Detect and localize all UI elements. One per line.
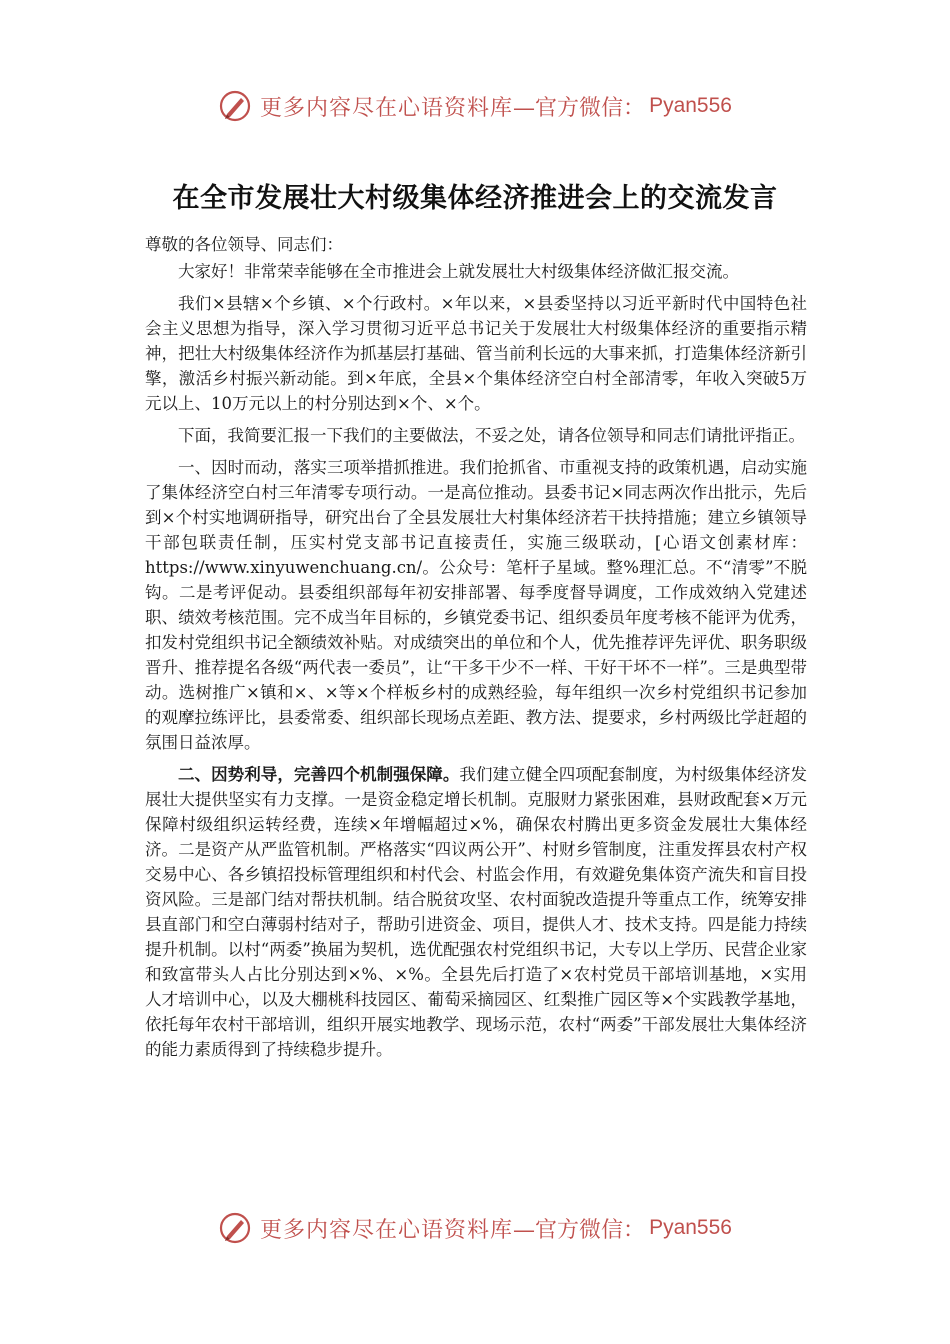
paragraph-section-one: 一、因时而动，落实三项举措抓推进。我们抢抓省、市重视支持的政策机遇，启动实施了集体经济空白村三年清零专项行动。一是高位推动。县委书记×同志两次作出批示，先后到×个村实地调研指导，研究出台了全县发展壮大村集体经济若干扶持措施；建立乡镇领导干部包联责任制，压实村党支部书记直接责任，实施三级联动，[心语文创素材库：https://www.xinyuwenchuang.cn/。公众号：笔杆子星域。整%理汇总。不“清零”不脱钩。二是考评促动。县委组织部每年初安排部署、每季度督导调度，工作成效纳入党建述职、绩效考核范围。完不成当年目标的，乡镇党委书记、组织委员年度考核不能评为优秀，扣发村党组织书记全额绩效补贴。对成绩突出的单位和个人，优先推荐评先评优、职务职级晋升、推荐提名各级“两代表一委员”，让“干多干少不一样、干好干坏不一样”。三是典型带动。选树推广×镇和×、×等×个样板乡村的成熟经验，每年组织一次乡村党组织书记参加的观摩拉练评比，县委常委、组织部长现场点差距、教方法、提要求，乡村两级比学赶超的氛围日益浓厚。 xyxy=(145,458,807,752)
document-body xyxy=(145,232,807,1069)
banner-title: 更多内容尽在心语资料库 xyxy=(260,1217,514,1243)
pen-logo-icon xyxy=(218,89,252,123)
header-banner xyxy=(0,84,950,128)
paragraph-section-two xyxy=(145,762,807,1062)
banner-wechat-id: Pyan556 xyxy=(649,1216,732,1239)
banner-title: 更多内容尽在心语资料库 xyxy=(260,95,514,121)
footer-banner xyxy=(0,1206,950,1250)
salutation: 尊敬的各位领导、同志们： xyxy=(145,235,343,254)
document-title: 在全市发展壮大村级集体经济推进会上的交流发言 xyxy=(172,183,778,214)
paragraph-intro: 下面，我简要汇报一下我们的主要做法，不妥之处，请各位领导和同志们请批评指正。 xyxy=(178,426,805,445)
pen-logo-icon xyxy=(218,1211,252,1245)
section-two-heading: 二、因势利导，完善四个机制强保障。 xyxy=(178,765,460,784)
section-two-text: 我们建立健全四项配套制度，为村级集体经济发展壮大提供坚实有力支撑。一是资金稳定增长机制。克服财力紧张困难，县财政配套×万元保障村级组织运转经费，连续×年增幅超过×%，确保农村腾出更多资金发展壮大集体经济。二是资产从严监管机制。严格落实“四议两公开”、村财乡管制度，注重发挥县农村产权交易中心、各乡镇招投标管理组织和村代会、村监会作用，有效避免集体资产流失和盲目投资风险。三是部门结对帮扶机制。结合脱贫攻坚、农村面貌改造提升等重点工作，统筹安排县直部门和空白薄弱村结对子，帮助引进资金、项目，提供人才、技术支持。四是能力持续提升机制。以村“两委”换届为契机，选优配强农村党组织书记，大专以上学历、民营企业家和致富带头人占比分别达到×%、×%。全县先后打造了×农村党员干部培训基地，×实用人才培训中心，以及大棚桃科技园区、葡萄采摘园区、红梨推广园区等×个实践教学基地，依托每年农村干部培训，组织开展实地教学、现场示范，农村“两委”干部发展壮大集体经济的能力素质得到了持续稳步提升。 xyxy=(145,765,808,1059)
banner-separator: —官方微信： xyxy=(513,95,646,121)
banner-separator: —官方微信： xyxy=(513,1217,646,1243)
paragraph-overview: 我们×县辖×个乡镇、×个行政村。×年以来，×县委坚持以习近平新时代中国特色社会主义思想为指导，深入学习贯彻习近平总书记关于发展壮大村级集体经济的重要指示精神，把壮大村级集体经济作为抓基层打基础、管当前利长远的大事来抓，打造集体经济新引擎，激活乡村振兴新动能。到×年底，全县×个集体经济空白村全部清零，年收入突破5万元以上、10万元以上的村分别达到×个、×个。 xyxy=(145,294,807,413)
paragraph-greeting: 大家好！非常荣幸能够在全市推进会上就发展壮大村级集体经济做汇报交流。 xyxy=(178,262,739,281)
banner-wechat-id: Pyan556 xyxy=(649,94,732,117)
